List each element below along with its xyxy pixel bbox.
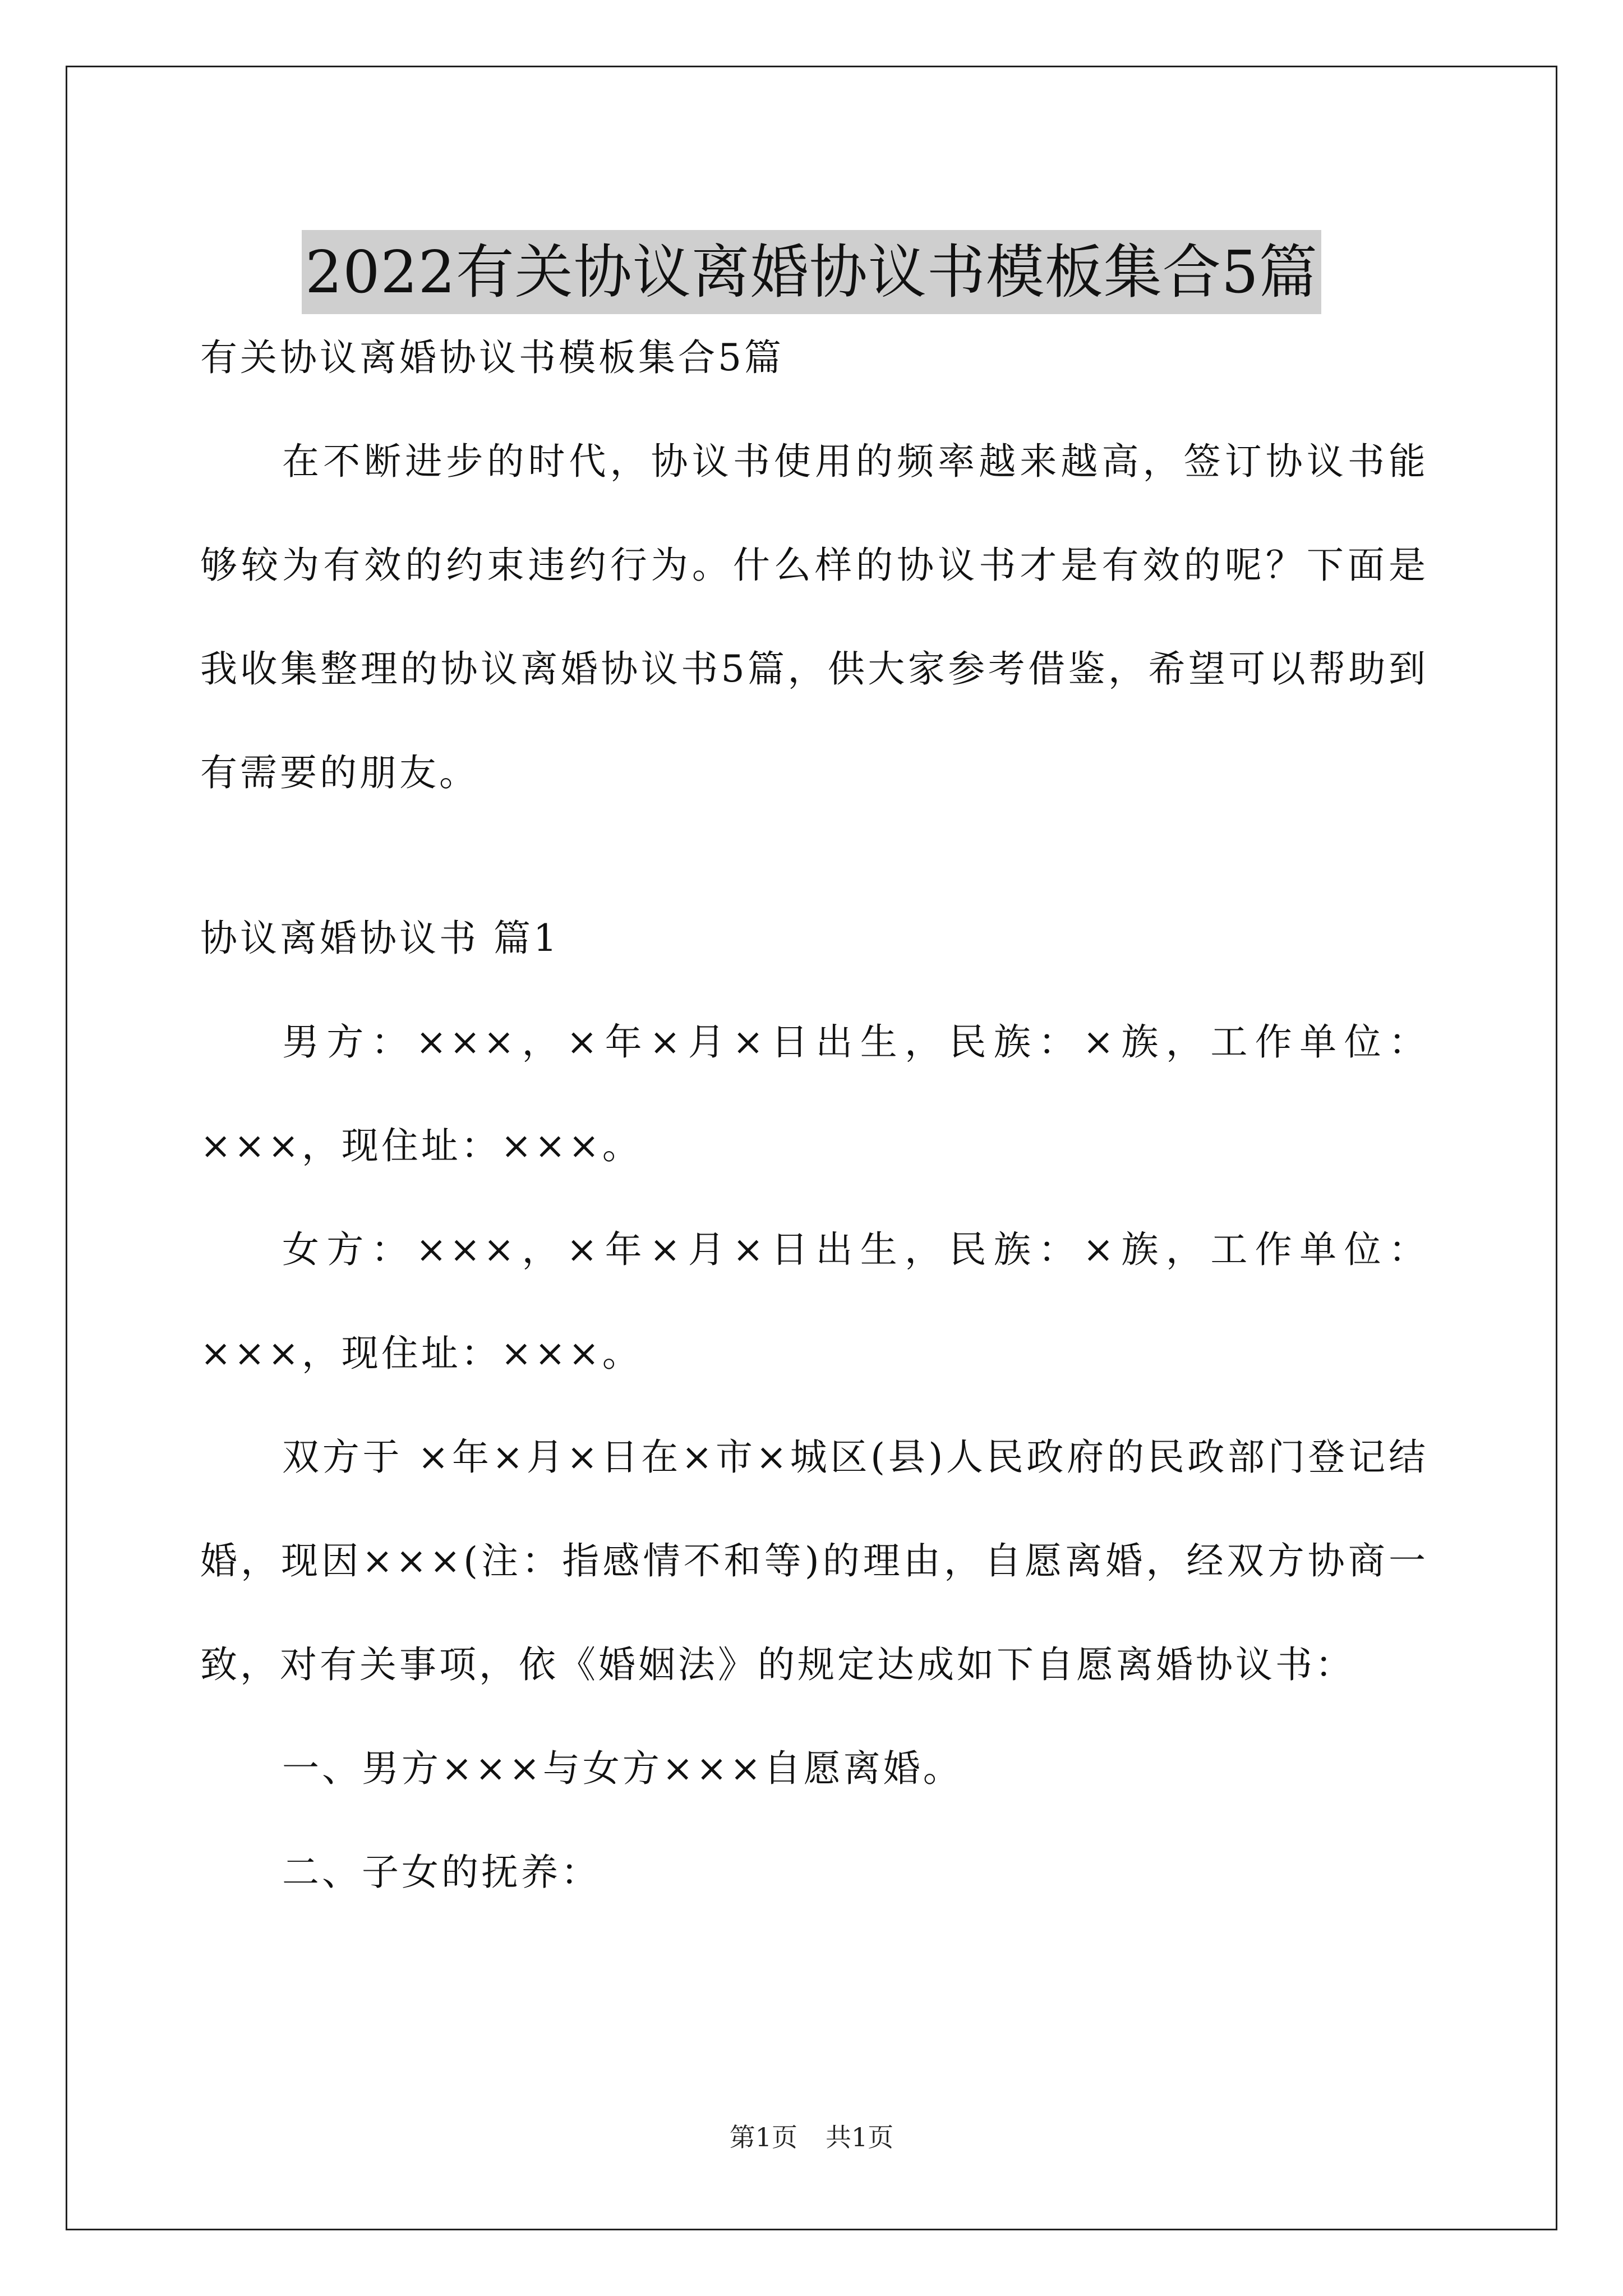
page-number: 第1页 <box>729 2122 797 2152</box>
intro-paragraph: 在不断进步的时代，协议书使用的频率越来越高，签订协议书能够较为有效的约束违约行为。什么样的协议书才是有效的呢？下面是我收集整理的协议离婚协议书5篇，供大家参考借鉴，希望可以帮助到有需要的朋友。 <box>200 440 1428 794</box>
section-heading: 协议离婚协议书 篇1 <box>200 917 560 960</box>
page-total: 共1页 <box>826 2122 894 2152</box>
document-title: 2022有关协议离婚协议书模板集合5篇 <box>302 230 1321 314</box>
female-party-paragraph: 女方：×××，×年×月×日出生，民族：×族，工作单位：×××，现住址：×××。 <box>200 1228 1428 1375</box>
male-party-paragraph: 男方：×××，×年×月×日出生，民族：×族，工作单位：×××，现住址：×××。 <box>200 1020 1428 1167</box>
document-body <box>200 306 1428 1924</box>
section-spacer <box>200 825 1428 886</box>
clause-two-paragraph: 二、子女的抚养： <box>282 1851 601 1894</box>
clause-one-paragraph: 一、男方×××与女方×××自愿离婚。 <box>282 1747 963 1790</box>
marriage-registration-paragraph: 双方于 ×年×月×日在×市×城区(县)人民政府的民政部门登记结婚，现因×××(注：指感情不和等)的理由，自愿离婚，经双方协商一致，对有关事项，依《婚姻法》的规定达成如下自愿离婚协议书： <box>200 1435 1428 1686</box>
subtitle-paragraph: 有关协议离婚协议书模板集合5篇 <box>200 336 784 379</box>
page-footer <box>0 2120 1623 2154</box>
